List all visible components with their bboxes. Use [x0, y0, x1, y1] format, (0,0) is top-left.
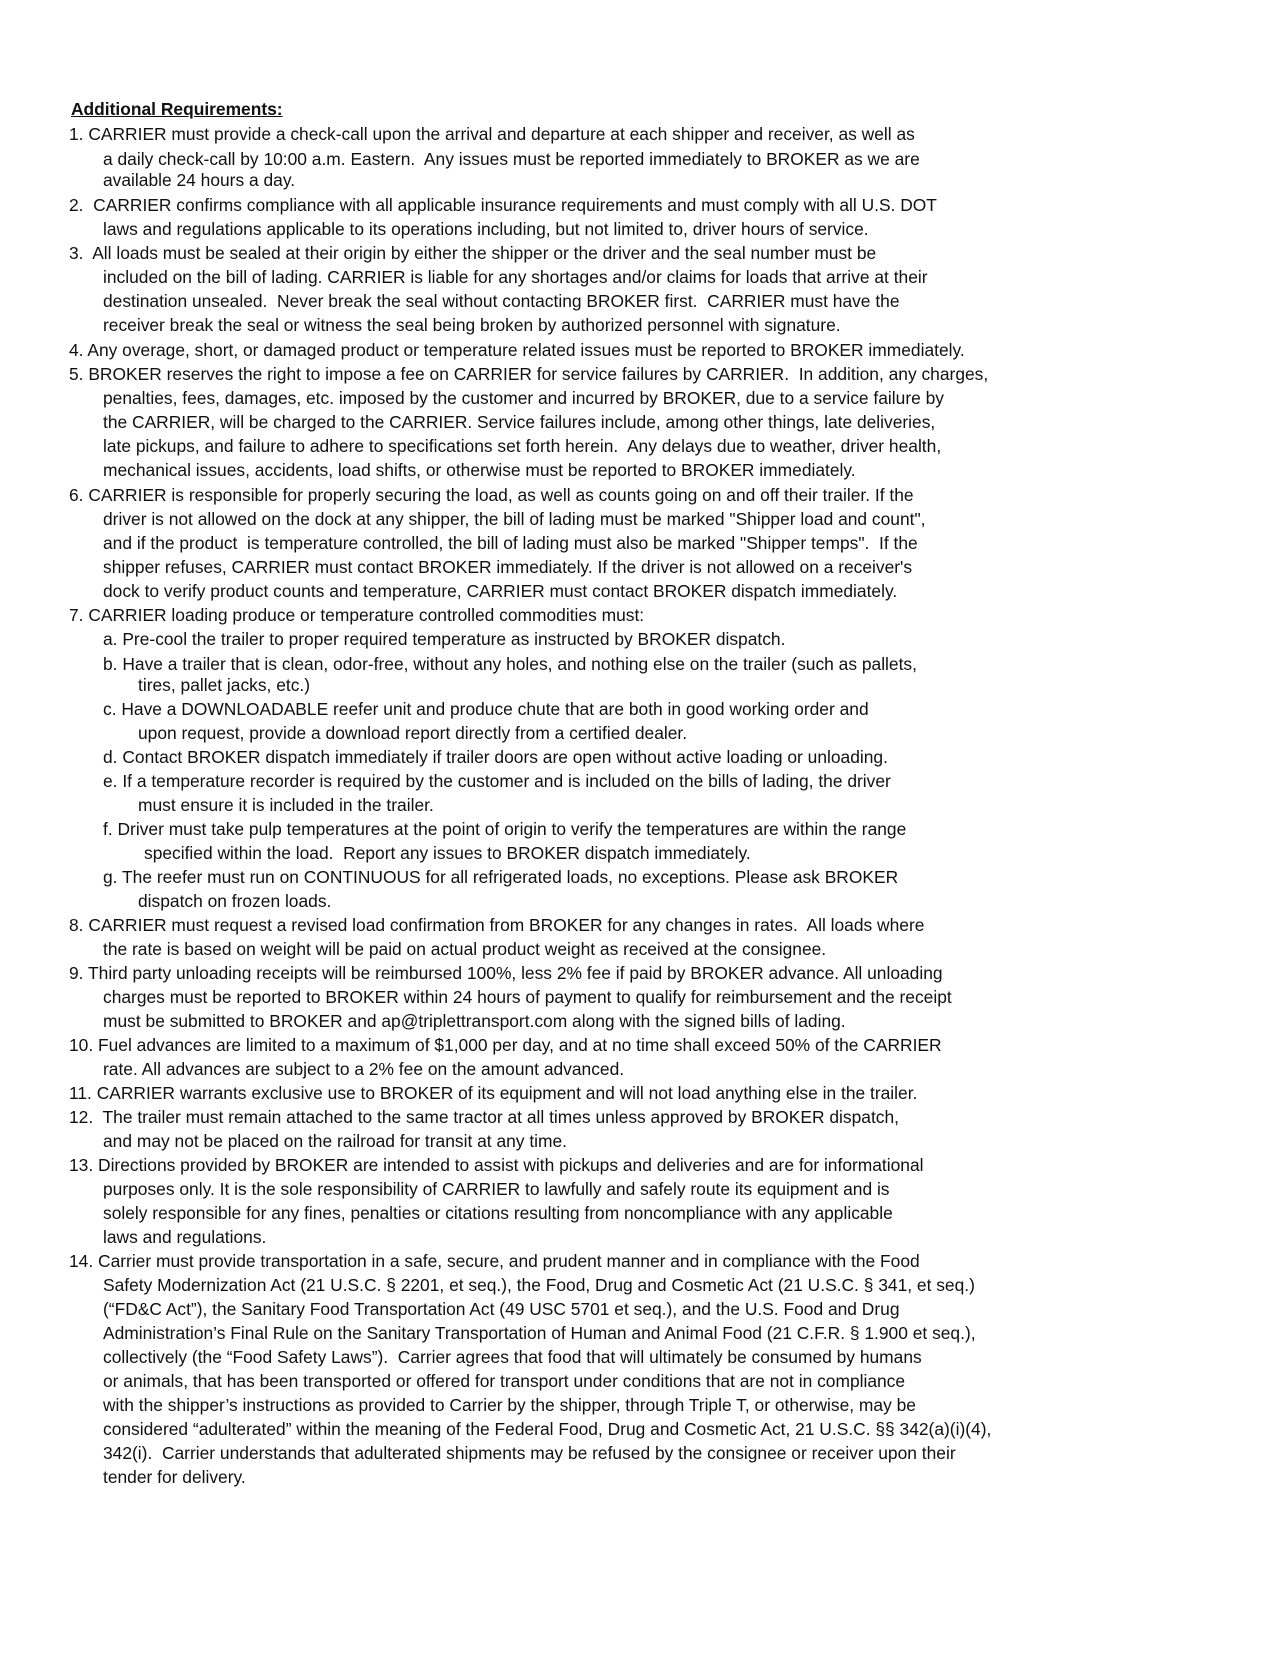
text-line: d. Contact BROKER dispatch immediately if trailer doors are open without active loading or unloading.: [103, 747, 888, 767]
text-line: 14. Carrier must provide transportation in a safe, secure, and prudent manner and in compliance with the Food: [69, 1251, 920, 1271]
text-line: 8. CARRIER must request a revised load confirmation from BROKER for any changes in rates. All loads where: [69, 915, 925, 935]
text-line: 4. Any overage, short, or damaged product or temperature related issues must be reported to BROKER immediately.: [69, 340, 965, 360]
text-line: (“FD&C Act”), the Sanitary Food Transportation Act (49 USC 5701 et seq.), and the U.S. Food and Drug: [103, 1299, 900, 1319]
text-line: 6. CARRIER is responsible for properly securing the load, as well as counts going on and off their trailer. If the: [69, 485, 914, 505]
text-line: and if the product is temperature controlled, the bill of lading must also be marked "Shipper temps". If the: [103, 533, 918, 553]
text-line: laws and regulations applicable to its operations including, but not limited to, driver hours of service.: [103, 219, 869, 239]
text-line: included on the bill of lading. CARRIER is liable for any shortages and/or claims for loads that arrive at their: [103, 267, 928, 287]
text-line: with the shipper’s instructions as provided to Carrier by the shipper, through Triple T, or otherwise, may be: [103, 1395, 916, 1415]
text-line: 12. The trailer must remain attached to the same tractor at all times unless approved by BROKER dispatch,: [69, 1107, 899, 1127]
text-line: must ensure it is included in the trailer.: [138, 795, 434, 815]
text-line: 3. All loads must be sealed at their origin by either the shipper or the driver and the seal number must be: [69, 243, 877, 263]
text-line: Safety Modernization Act (21 U.S.C. § 2201, et seq.), the Food, Drug and Cosmetic Act (21 U.S.C. § 341, et seq.): [103, 1275, 975, 1295]
text-line: purposes only. It is the sole responsibility of CARRIER to lawfully and safely route its equipment and is: [103, 1179, 890, 1199]
text-line: considered “adulterated” within the meaning of the Federal Food, Drug and Cosmetic Act, 21 U.S.C. §§ 342(a)(i)(4),: [103, 1419, 992, 1439]
text-line: laws and regulations.: [103, 1227, 267, 1247]
text-line: g. The reefer must run on CONTINUOUS for all refrigerated loads, no exceptions. Please ask BROKER: [103, 867, 899, 887]
text-line: 9. Third party unloading receipts will be reimbursed 100%, less 2% fee if paid by BROKER advance. All unloading: [69, 963, 943, 983]
text-line: dispatch on frozen loads.: [138, 891, 332, 911]
text-line: mechanical issues, accidents, load shifts, or otherwise must be reported to BROKER immediately.: [103, 460, 856, 480]
text-line: rate. All advances are subject to a 2% fee on the amount advanced.: [103, 1059, 625, 1079]
text-line: 1. CARRIER must provide a check-call upon the arrival and departure at each shipper and receiver, as well as: [69, 124, 915, 144]
text-line: must be submitted to BROKER and ap@triplettransport.com along with the signed bills of lading.: [103, 1011, 846, 1031]
text-line: e. If a temperature recorder is required by the customer and is included on the bills of lading, the driver: [103, 771, 891, 791]
text-line: penalties, fees, damages, etc. imposed by the customer and incurred by BROKER, due to a service failure by: [103, 388, 944, 408]
text-line: destination unsealed. Never break the seal without contacting BROKER first. CARRIER must have the: [103, 291, 900, 311]
text-line: 342(i). Carrier understands that adulterated shipments may be refused by the consignee or receiver upon their: [103, 1443, 956, 1463]
text-line: charges must be reported to BROKER within 24 hours of payment to qualify for reimbursement and the receipt: [103, 987, 952, 1007]
text-line: or animals, that has been transported or offered for transport under conditions that are not in compliance: [103, 1371, 906, 1391]
text-line: 7. CARRIER loading produce or temperature controlled commodities must:: [69, 605, 645, 625]
text-line: f. Driver must take pulp temperatures at the point of origin to verify the temperatures are within the range: [103, 819, 907, 839]
text-line: a. Pre-cool the trailer to proper required temperature as instructed by BROKER dispatch.: [103, 629, 786, 649]
text-line: available 24 hours a day.: [103, 170, 296, 190]
text-line: driver is not allowed on the dock at any shipper, the bill of lading must be marked "Shipper load and count",: [103, 509, 926, 529]
text-line: upon request, provide a download report directly from a certified dealer.: [138, 723, 688, 743]
text-line: dock to verify product counts and temperature, CARRIER must contact BROKER dispatch immediately.: [103, 581, 898, 601]
text-line: 13. Directions provided by BROKER are intended to assist with pickups and deliveries and are for informational: [69, 1155, 924, 1175]
text-line: b. Have a trailer that is clean, odor-free, without any holes, and nothing else on the trailer (such as pallets,: [103, 654, 917, 674]
text-line: 5. BROKER reserves the right to impose a fee on CARRIER for service failures by CARRIER. In addition, any charges,: [69, 364, 989, 384]
text-line: c. Have a DOWNLOADABLE reefer unit and produce chute that are both in good working order and: [103, 699, 869, 719]
heading: Additional Requirements:: [71, 99, 283, 119]
text-line: late pickups, and failure to adhere to specifications set forth herein. Any delays due to weather, driver health,: [103, 436, 942, 456]
text-line: receiver break the seal or witness the seal being broken by authorized personnel with signature.: [103, 315, 841, 335]
text-line: tender for delivery.: [103, 1467, 246, 1487]
text-line: and may not be placed on the railroad for transit at any time.: [103, 1131, 568, 1151]
text-line: solely responsible for any fines, penalties or citations resulting from noncompliance with any applicable: [103, 1203, 893, 1223]
text-line: tires, pallet jacks, etc.): [138, 675, 311, 695]
text-line: Administration’s Final Rule on the Sanitary Transportation of Human and Animal Food (21 C.F.R. § 1.900 et seq.),: [103, 1323, 976, 1343]
text-line: 2. CARRIER confirms compliance with all applicable insurance requirements and must comply with all U.S. DOT: [69, 195, 937, 215]
text-line: a daily check-call by 10:00 a.m. Eastern. Any issues must be reported immediately to BROKER as we are: [103, 149, 920, 169]
text-line: the CARRIER, will be charged to the CARRIER. Service failures include, among other things, late deliveries,: [103, 412, 936, 432]
text-line: collectively (the “Food Safety Laws”). Carrier agrees that food that will ultimately be consumed by humans: [103, 1347, 922, 1367]
text-line: specified within the load. Report any issues to BROKER dispatch immediately.: [144, 843, 751, 863]
text-line: 11. CARRIER warrants exclusive use to BROKER of its equipment and will not load anything else in the trailer.: [69, 1083, 918, 1103]
text-line: the rate is based on weight will be paid on actual product weight as received at the consignee.: [103, 939, 827, 959]
text-line: 10. Fuel advances are limited to a maximum of $1,000 per day, and at no time shall exceed 50% of the CARRIER: [69, 1035, 942, 1055]
text-line: shipper refuses, CARRIER must contact BROKER immediately. If the driver is not allowed on a receiver's: [103, 557, 913, 577]
